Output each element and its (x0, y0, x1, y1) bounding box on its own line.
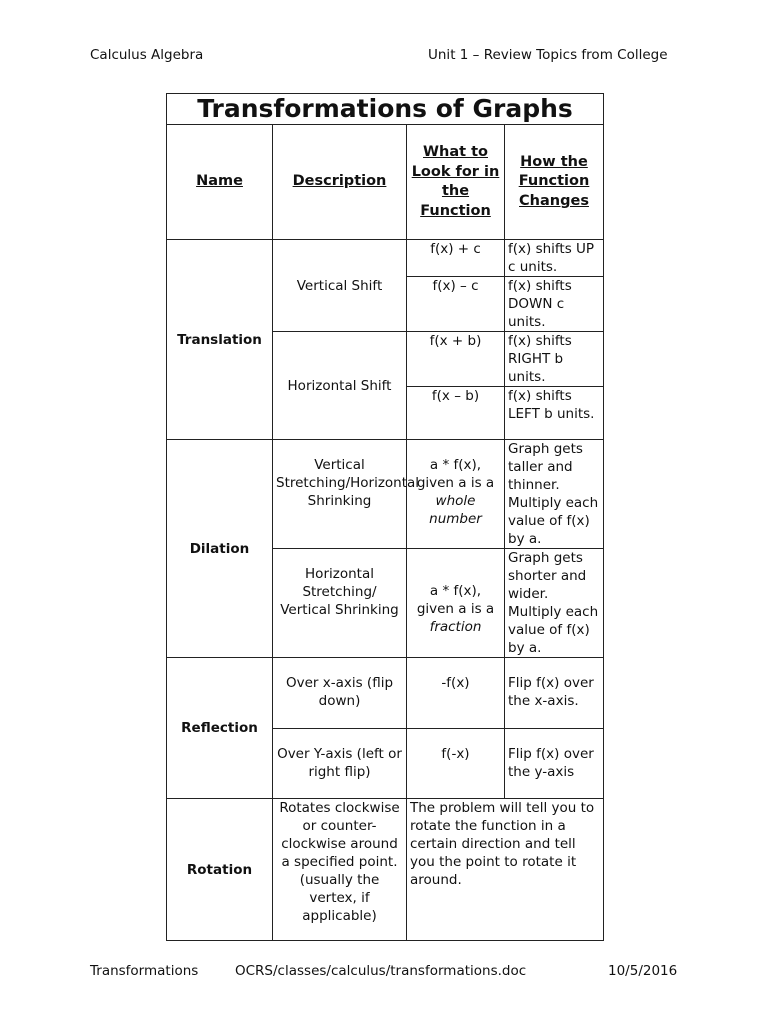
rotation-note: The problem will tell you to rotate the function in a certain direction and tell you the point to rotate it around. (407, 799, 604, 941)
description-text: Over Y-axis (left or right flip) (277, 746, 402, 780)
look-pre: a * f(x), given a is a (416, 583, 495, 617)
change-text: Flip f(x) over the x-axis. (508, 675, 594, 709)
look-text (410, 549, 501, 636)
look-cell: f(x) + c (407, 240, 505, 277)
dilation-name: Dilation (167, 440, 273, 658)
description-cell (273, 440, 420, 549)
description-cell (273, 549, 407, 658)
look-cell: f(x + b) (407, 332, 505, 387)
rotation-name: Rotation (167, 799, 273, 941)
column-header-name: Name (167, 125, 273, 240)
table-row (167, 799, 604, 941)
change-cell: Graph gets shorter and wider. Multiply each value of f(x) by a. (505, 549, 604, 658)
vertical-shift-desc: Vertical Shift (273, 240, 407, 332)
change-cell: f(x) shifts RIGHT b units. (505, 332, 604, 387)
look-text: -f(x) (441, 675, 470, 691)
change-text: Flip f(x) over the y-axis (508, 746, 594, 780)
look-cell: f(x – b) (407, 387, 505, 440)
table-row (167, 658, 604, 729)
look-text: f(-x) (441, 746, 470, 762)
look-cell (407, 658, 505, 729)
table-title: Transformations of Graphs (167, 94, 604, 125)
column-header-description: Description (273, 125, 407, 240)
horizontal-shift-desc: Horizontal Shift (273, 332, 407, 440)
look-cell (407, 729, 505, 799)
description-text: Horizontal Stretching/ Vertical Shrinking (280, 566, 399, 618)
table-row (167, 440, 604, 549)
footer-date: 10/5/2016 (608, 963, 678, 979)
look-emphasis: whole number (429, 493, 482, 527)
look-emphasis: fraction (429, 619, 482, 635)
header-unit: Unit 1 – Review Topics from College (428, 47, 668, 63)
change-cell: f(x) shifts LEFT b units. (505, 387, 604, 440)
header-row (167, 125, 604, 240)
description-text: Over x-axis (flip down) (285, 675, 394, 709)
look-cell (407, 549, 505, 658)
description-cell (273, 658, 407, 729)
footer-path: OCRS/classes/calculus/transformations.doc (235, 963, 527, 979)
description-text: Vertical Stretching/Horizontal Shrinking (276, 457, 420, 509)
description-cell (273, 729, 407, 799)
rotation-desc: Rotates clockwise or counter-clockwise around a specified point. (usually the vertex, if applicable) (273, 799, 407, 941)
header-course: Calculus Algebra (90, 47, 204, 63)
column-header-look-for: What to Look for in the Function (407, 125, 505, 240)
look-cell: f(x) – c (407, 277, 505, 332)
change-cell (505, 658, 604, 729)
change-cell: f(x) shifts DOWN c units. (505, 277, 604, 332)
look-pre: a * f(x), given a is a (416, 457, 495, 491)
change-cell: Graph gets taller and thinner. Multiply each value of f(x) by a. (505, 440, 604, 549)
column-header-changes: How the Function Changes (505, 125, 604, 240)
look-cell (407, 440, 505, 549)
transformations-table (166, 93, 604, 941)
reflection-name: Reflection (167, 658, 273, 799)
change-cell: f(x) shifts UP c units. (505, 240, 604, 277)
change-cell (505, 729, 604, 799)
footer-title: Transformations (90, 963, 199, 979)
look-text (410, 440, 501, 528)
translation-name: Translation (167, 240, 273, 440)
table-row (167, 240, 604, 277)
